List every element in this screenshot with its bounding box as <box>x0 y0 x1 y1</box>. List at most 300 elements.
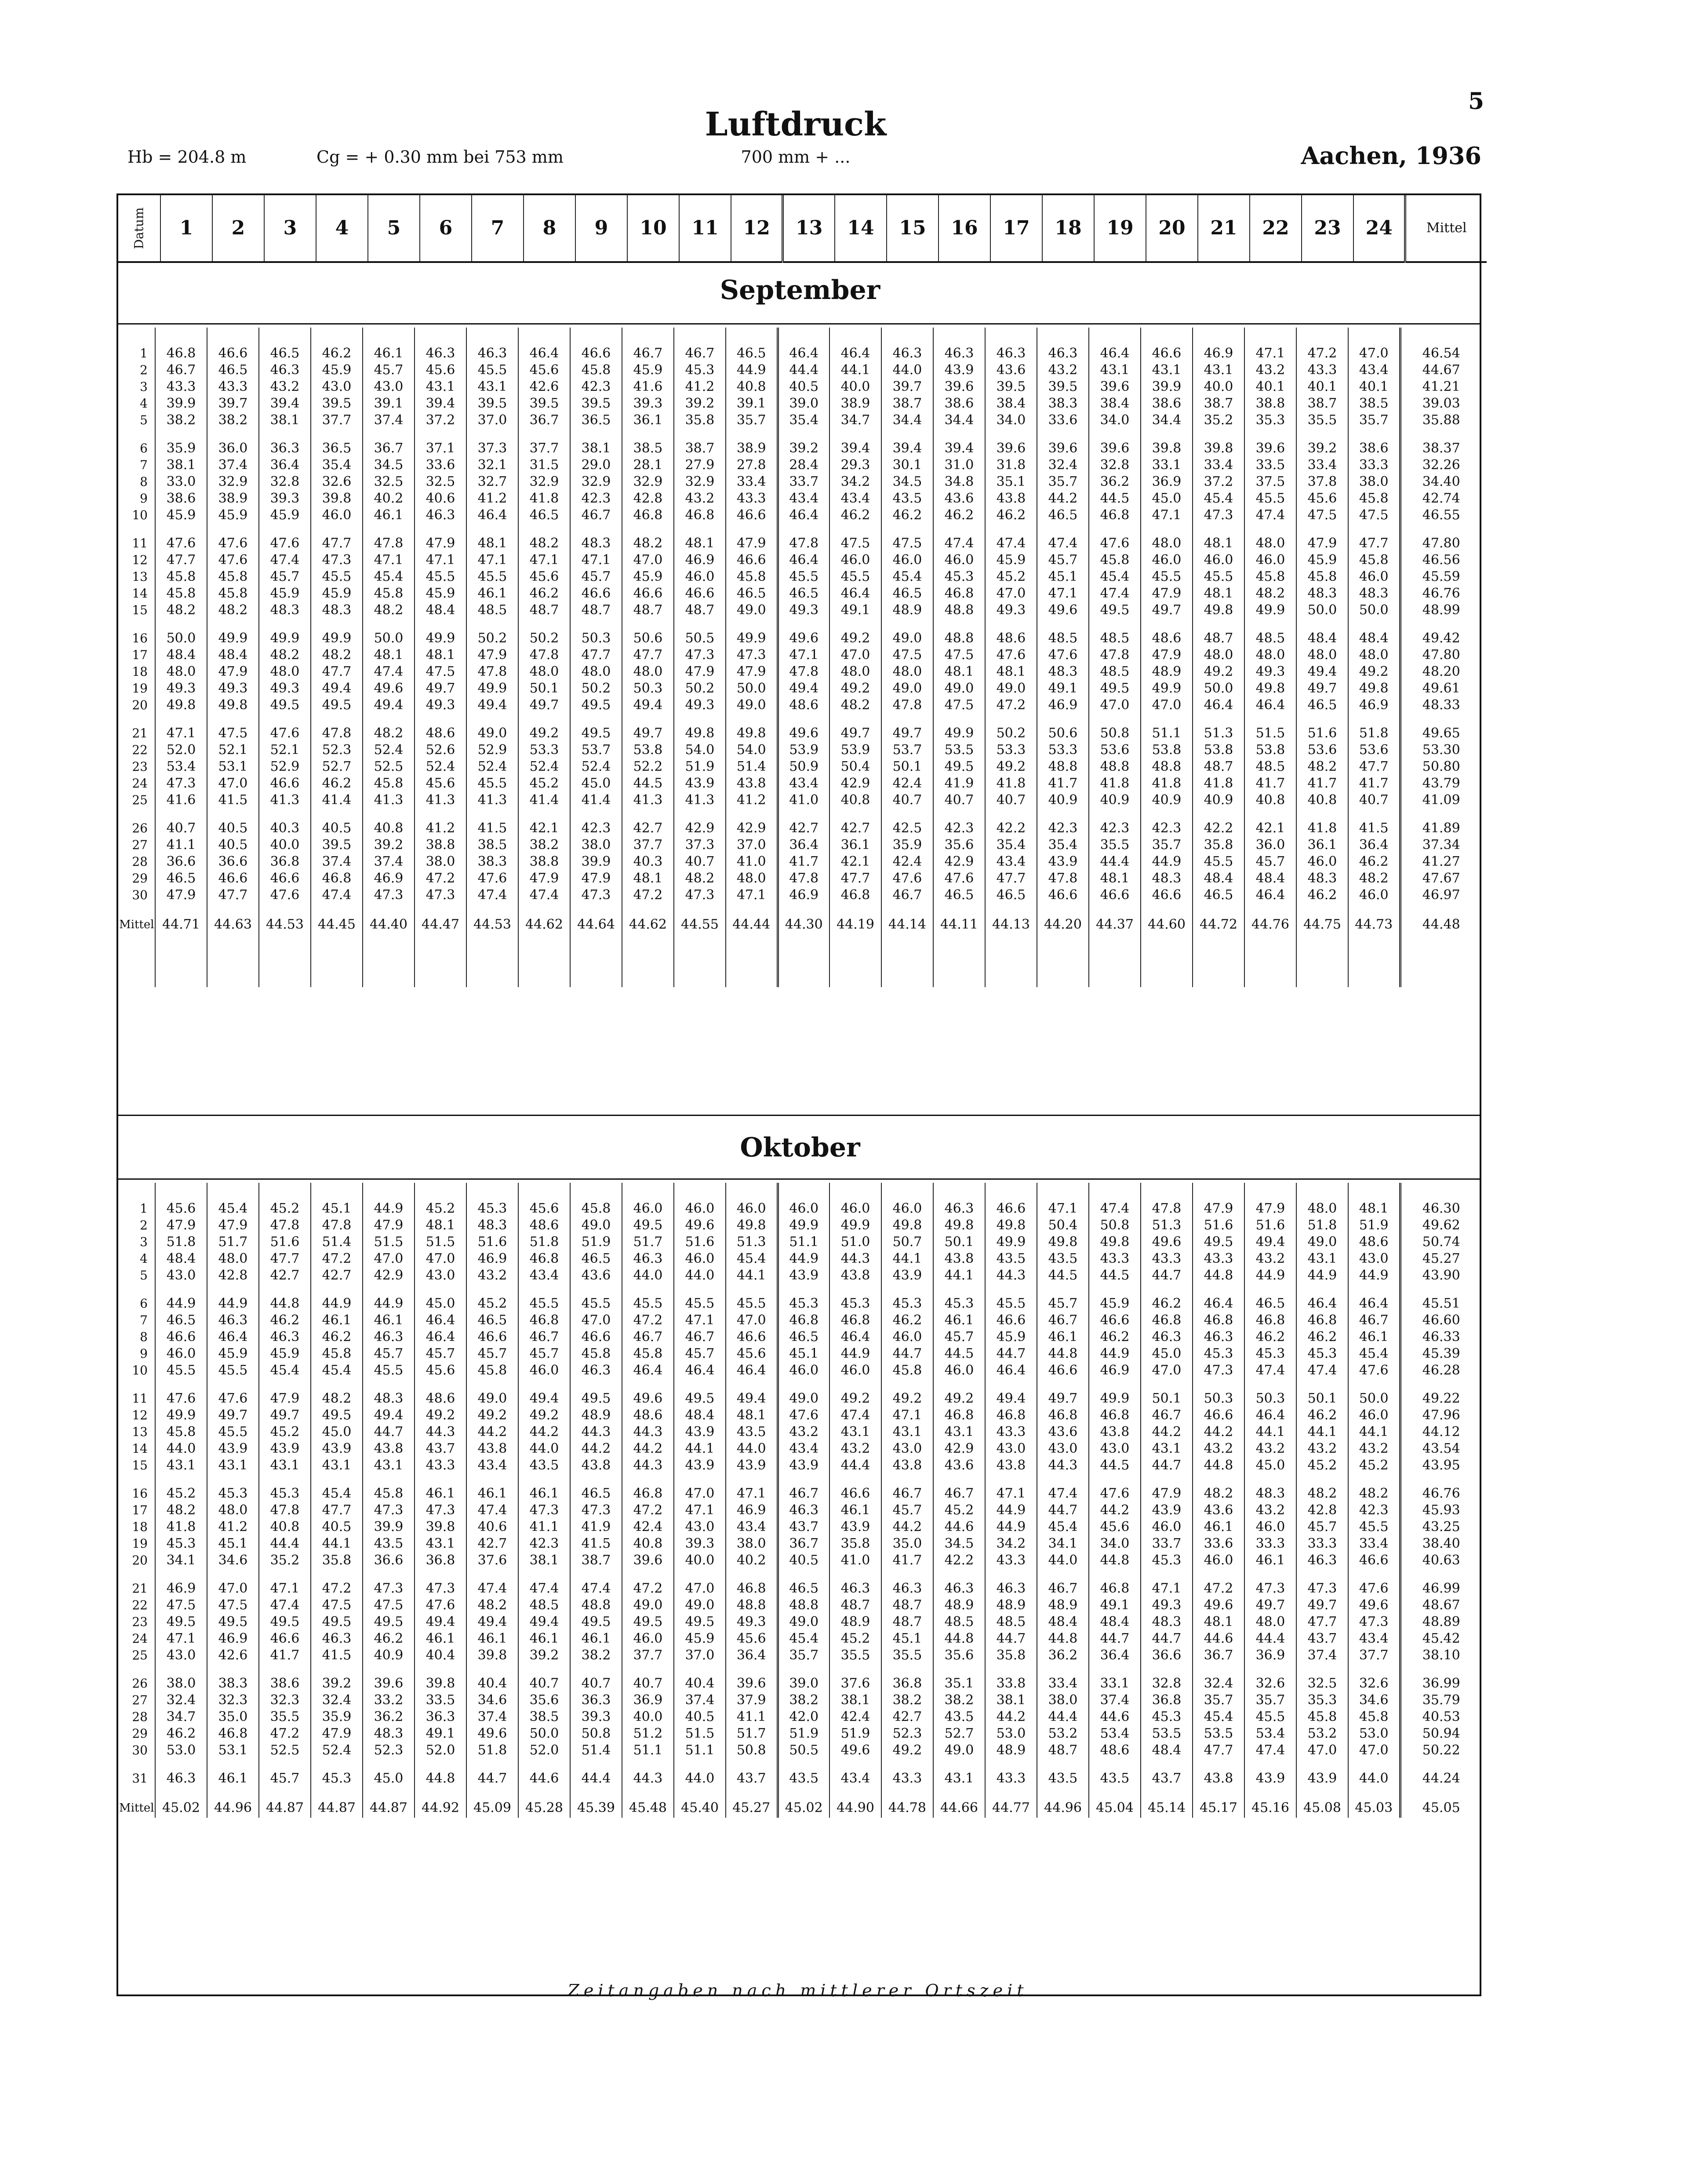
pressure-value: 52.3 <box>311 742 363 758</box>
hourly-mean: 44.44 <box>726 904 778 934</box>
pressure-value: 39.5 <box>311 837 363 853</box>
pressure-value: 42.2 <box>1193 809 1244 837</box>
pressure-value: 39.9 <box>363 1519 415 1535</box>
pressure-value: 36.9 <box>1244 1647 1296 1664</box>
pressure-value: 47.6 <box>1089 524 1141 552</box>
pressure-value: 42.7 <box>311 1267 363 1284</box>
pressure-value: 49.3 <box>778 602 829 619</box>
pressure-value: 36.9 <box>622 1692 674 1709</box>
pressure-value: 37.6 <box>466 1552 518 1569</box>
pressure-value: 53.0 <box>1348 1725 1400 1742</box>
pressure-value: 40.5 <box>311 1519 363 1535</box>
pressure-value: 45.8 <box>1296 1709 1348 1725</box>
pressure-value: 47.5 <box>311 1597 363 1614</box>
pressure-value: 43.1 <box>155 1457 207 1474</box>
pressure-value: 49.9 <box>207 619 259 647</box>
pressure-value: 43.7 <box>778 1519 829 1535</box>
pressure-value: 47.9 <box>674 664 726 680</box>
pressure-value: 41.1 <box>155 837 207 853</box>
pressure-value: 39.0 <box>778 1664 829 1692</box>
pressure-value: 36.0 <box>1244 837 1296 853</box>
pressure-value: 49.6 <box>1037 602 1089 619</box>
pressure-value: 45.6 <box>1089 1519 1141 1535</box>
pressure-value: 46.4 <box>829 328 881 362</box>
table-row <box>118 1725 1481 1742</box>
pressure-value: 45.9 <box>674 1630 726 1647</box>
pressure-value: 46.3 <box>985 1569 1037 1597</box>
pressure-value: 44.0 <box>674 1267 726 1284</box>
pressure-value: 46.2 <box>881 507 933 524</box>
pressure-value: 33.4 <box>1296 457 1348 474</box>
pressure-value: 34.1 <box>155 1552 207 1569</box>
pressure-value: 46.7 <box>1348 1312 1400 1329</box>
pressure-value: 46.5 <box>155 870 207 887</box>
pressure-value: 40.8 <box>259 1519 311 1535</box>
pressure-value: 47.3 <box>415 1502 466 1519</box>
pressure-value: 43.1 <box>1141 362 1193 379</box>
pressure-value: 45.4 <box>1193 1709 1244 1725</box>
pressure-value: 45.9 <box>311 362 363 379</box>
pressure-value: 50.7 <box>881 1234 933 1251</box>
pressure-value: 43.2 <box>674 490 726 507</box>
pressure-value: 47.2 <box>311 1251 363 1267</box>
hourly-mean: 44.96 <box>207 1787 259 1818</box>
pressure-value: 36.4 <box>259 457 311 474</box>
pressure-value: 47.9 <box>466 647 518 664</box>
daily-mean: 46.28 <box>1400 1362 1481 1379</box>
pressure-value: 44.7 <box>1141 1630 1193 1647</box>
pressure-value: 39.8 <box>1141 429 1193 457</box>
day-number: 27 <box>132 1693 148 1707</box>
spacer-cell <box>311 934 363 987</box>
pressure-value: 33.6 <box>415 457 466 474</box>
pressure-value: 44.3 <box>829 1251 881 1267</box>
pressure-value: 32.8 <box>1141 1664 1193 1692</box>
day-number: 24 <box>132 776 148 791</box>
hour-header: 22 <box>1250 195 1302 262</box>
pressure-value: 42.4 <box>829 1709 881 1725</box>
pressure-value: 48.1 <box>985 664 1037 680</box>
pressure-value: 48.0 <box>1348 647 1400 664</box>
daily-mean: 47.80 <box>1400 524 1481 552</box>
pressure-value: 49.3 <box>259 680 311 697</box>
pressure-value: 28.4 <box>778 457 829 474</box>
pressure-value: 44.3 <box>570 1424 622 1440</box>
pressure-value: 33.3 <box>1296 1535 1348 1552</box>
pressure-value: 33.1 <box>1141 457 1193 474</box>
pressure-value: 39.6 <box>363 1664 415 1692</box>
pressure-value: 42.9 <box>933 1440 985 1457</box>
pressure-value: 49.0 <box>778 1614 829 1630</box>
pressure-value: 35.2 <box>1193 412 1244 429</box>
hour-header: 23 <box>1302 195 1353 262</box>
table-row <box>118 664 1481 680</box>
hourly-mean: 44.76 <box>1244 904 1296 934</box>
pressure-value: 50.3 <box>622 680 674 697</box>
pressure-value: 46.0 <box>622 1183 674 1217</box>
hourly-mean: 45.27 <box>726 1787 778 1818</box>
pressure-value: 43.9 <box>674 1424 726 1440</box>
pressure-value: 38.7 <box>570 1552 622 1569</box>
daily-mean: 49.65 <box>1400 714 1481 742</box>
pressure-value: 45.1 <box>207 1535 259 1552</box>
pressure-value: 50.1 <box>933 1234 985 1251</box>
pressure-value: 33.5 <box>1244 457 1296 474</box>
hour-header: 5 <box>368 195 420 262</box>
pressure-value: 49.0 <box>933 680 985 697</box>
pressure-value: 44.7 <box>466 1759 518 1787</box>
pressure-value: 44.4 <box>829 1457 881 1474</box>
pressure-value: 43.8 <box>829 1267 881 1284</box>
pressure-value: 46.3 <box>311 1630 363 1647</box>
pressure-value: 46.7 <box>622 328 674 362</box>
pressure-value: 42.4 <box>622 1519 674 1535</box>
pressure-value: 43.2 <box>1348 1440 1400 1457</box>
pressure-value: 49.8 <box>1348 680 1400 697</box>
table-row <box>118 837 1481 853</box>
pressure-value: 47.5 <box>1348 507 1400 524</box>
pressure-value: 38.3 <box>1037 395 1089 412</box>
pressure-value: 39.9 <box>155 395 207 412</box>
spacer-cell <box>207 934 259 987</box>
pressure-value: 46.8 <box>1037 1407 1089 1424</box>
pressure-value: 40.5 <box>778 379 829 395</box>
pressure-value: 43.4 <box>1348 1630 1400 1647</box>
pressure-value: 38.1 <box>155 457 207 474</box>
pressure-value: 43.2 <box>778 1424 829 1440</box>
pressure-value: 46.0 <box>829 1183 881 1217</box>
pressure-value: 47.4 <box>466 1502 518 1519</box>
pressure-value: 36.4 <box>726 1647 778 1664</box>
pressure-value: 50.4 <box>1037 1217 1089 1234</box>
day-number: 29 <box>132 1726 148 1741</box>
pressure-value: 46.5 <box>778 1329 829 1345</box>
pressure-value: 46.7 <box>1037 1569 1089 1597</box>
pressure-value: 39.6 <box>1089 429 1141 457</box>
pressure-value: 37.4 <box>1296 1647 1348 1664</box>
pressure-value: 44.3 <box>985 1267 1037 1284</box>
pressure-value: 39.8 <box>415 1664 466 1692</box>
pressure-value: 49.3 <box>155 680 207 697</box>
pressure-value: 44.2 <box>1037 490 1089 507</box>
pressure-value: 42.3 <box>1089 809 1141 837</box>
pressure-value: 48.2 <box>311 647 363 664</box>
pressure-value: 43.6 <box>1193 1502 1244 1519</box>
pressure-value: 36.4 <box>1348 837 1400 853</box>
pressure-value: 49.5 <box>674 1614 726 1630</box>
pressure-value: 52.5 <box>259 1742 311 1759</box>
pressure-value: 41.0 <box>778 792 829 809</box>
pressure-value: 48.6 <box>415 714 466 742</box>
pressure-value: 53.3 <box>518 742 570 758</box>
pressure-value: 45.6 <box>726 1345 778 1362</box>
pressure-value: 43.3 <box>726 490 778 507</box>
pressure-value: 43.8 <box>1089 1424 1141 1440</box>
pressure-value: 42.7 <box>259 1267 311 1284</box>
daily-mean: 42.74 <box>1400 490 1481 507</box>
pressure-value: 43.4 <box>518 1267 570 1284</box>
pressure-value: 43.1 <box>933 1759 985 1787</box>
pressure-value: 46.4 <box>829 1329 881 1345</box>
pressure-value: 46.2 <box>155 1725 207 1742</box>
pressure-value: 41.9 <box>570 1519 622 1535</box>
pressure-value: 48.2 <box>674 870 726 887</box>
pressure-value: 49.5 <box>933 758 985 775</box>
pressure-value: 46.1 <box>518 1630 570 1647</box>
monthly-mean: 44.48 <box>1400 904 1481 934</box>
daily-mean: 50.22 <box>1400 1742 1481 1759</box>
pressure-value: 36.8 <box>259 853 311 870</box>
table-row <box>118 1519 1481 1535</box>
pressure-value: 48.4 <box>1037 1614 1089 1630</box>
pressure-value: 44.0 <box>881 362 933 379</box>
pressure-value: 41.4 <box>311 792 363 809</box>
pressure-value: 51.1 <box>778 1234 829 1251</box>
pressure-value: 49.5 <box>311 1407 363 1424</box>
pressure-value: 45.3 <box>1141 1709 1193 1725</box>
pressure-value: 48.1 <box>363 647 415 664</box>
hourly-mean: 44.87 <box>363 1787 415 1818</box>
pressure-value: 45.3 <box>881 1284 933 1312</box>
pressure-value: 53.6 <box>1089 742 1141 758</box>
pressure-value: 49.6 <box>466 1725 518 1742</box>
pressure-value: 45.4 <box>881 569 933 585</box>
pressure-value: 45.1 <box>778 1345 829 1362</box>
pressure-value: 48.0 <box>1244 1614 1296 1630</box>
pressure-value: 47.0 <box>829 647 881 664</box>
pressure-value: 38.1 <box>259 412 311 429</box>
pressure-value: 50.0 <box>363 619 415 647</box>
pressure-value: 46.8 <box>674 507 726 524</box>
pressure-value: 44.9 <box>1244 1267 1296 1284</box>
pressure-value: 37.5 <box>1244 474 1296 490</box>
pressure-value: 44.0 <box>726 1440 778 1457</box>
pressure-value: 47.2 <box>259 1725 311 1742</box>
pressure-value: 50.1 <box>518 680 570 697</box>
pressure-value: 49.2 <box>415 1407 466 1424</box>
pressure-value: 52.1 <box>207 742 259 758</box>
pressure-value: 44.9 <box>726 362 778 379</box>
month-title-oktober: Oktober <box>740 1132 860 1163</box>
daily-mean: 46.54 <box>1400 328 1481 362</box>
pressure-value: 49.2 <box>1193 664 1244 680</box>
pressure-value: 46.0 <box>1244 1519 1296 1535</box>
pressure-value: 46.9 <box>1193 328 1244 362</box>
mittel-label: Mittel <box>119 1801 154 1815</box>
pressure-value: 48.0 <box>1296 647 1348 664</box>
pressure-value: 41.7 <box>259 1647 311 1664</box>
pressure-value: 38.5 <box>466 837 518 853</box>
pressure-value: 46.6 <box>726 507 778 524</box>
pressure-value: 48.4 <box>1348 619 1400 647</box>
pressure-value: 46.9 <box>1348 697 1400 714</box>
pressure-value: 46.5 <box>881 585 933 602</box>
pressure-value: 39.3 <box>622 395 674 412</box>
pressure-value: 47.5 <box>155 1597 207 1614</box>
pressure-value: 47.9 <box>207 664 259 680</box>
pressure-value: 32.9 <box>674 474 726 490</box>
pressure-value: 46.6 <box>466 1329 518 1345</box>
table-row <box>118 490 1481 507</box>
pressure-value: 49.6 <box>1348 1597 1400 1614</box>
hourly-mean: 44.19 <box>829 904 881 934</box>
daily-mean: 46.99 <box>1400 1569 1481 1597</box>
pressure-value: 43.0 <box>674 1519 726 1535</box>
daily-mean: 41.21 <box>1400 379 1481 395</box>
pressure-value: 39.7 <box>881 379 933 395</box>
pressure-value: 44.6 <box>933 1519 985 1535</box>
spacer-cell <box>518 934 570 987</box>
pressure-value: 50.0 <box>518 1725 570 1742</box>
pressure-value: 46.4 <box>829 585 881 602</box>
pressure-value: 46.8 <box>933 1407 985 1424</box>
pressure-value: 51.2 <box>622 1725 674 1742</box>
pressure-value: 47.5 <box>207 714 259 742</box>
pressure-value: 46.8 <box>778 1312 829 1329</box>
pressure-value: 47.3 <box>415 1569 466 1597</box>
pressure-value: 45.8 <box>881 1362 933 1379</box>
pressure-value: 45.9 <box>985 552 1037 569</box>
table-row <box>118 1552 1481 1569</box>
pressure-value: 37.4 <box>1089 1692 1141 1709</box>
pressure-value: 49.7 <box>415 680 466 697</box>
spacer-row <box>118 934 1481 987</box>
table-row <box>118 474 1481 490</box>
pressure-value: 37.4 <box>207 457 259 474</box>
hourly-mean: 44.37 <box>1089 904 1141 934</box>
pressure-value: 47.1 <box>259 1569 311 1597</box>
pressure-value: 48.0 <box>726 870 778 887</box>
pressure-value: 47.6 <box>155 524 207 552</box>
spacer-cell <box>674 934 726 987</box>
daily-mean: 46.33 <box>1400 1329 1481 1345</box>
pressure-value: 45.5 <box>985 1284 1037 1312</box>
pressure-value: 48.9 <box>1037 1597 1089 1614</box>
pressure-value: 45.5 <box>466 569 518 585</box>
pressure-value: 46.6 <box>570 1329 622 1345</box>
pressure-value: 48.5 <box>1244 619 1296 647</box>
pressure-value: 41.1 <box>726 1709 778 1725</box>
pressure-value: 45.5 <box>1348 1519 1400 1535</box>
pressure-value: 50.3 <box>1244 1379 1296 1407</box>
pressure-value: 31.0 <box>933 457 985 474</box>
pressure-value: 47.9 <box>1193 1183 1244 1217</box>
pressure-value: 45.3 <box>933 1284 985 1312</box>
pressure-value: 46.4 <box>1193 697 1244 714</box>
pressure-value: 46.0 <box>829 552 881 569</box>
pressure-value: 44.5 <box>622 775 674 792</box>
pressure-value: 46.3 <box>363 1329 415 1345</box>
pressure-value: 36.8 <box>415 1552 466 1569</box>
pressure-value: 51.7 <box>622 1234 674 1251</box>
pressure-value: 47.3 <box>363 1569 415 1597</box>
pressure-value: 48.6 <box>1141 619 1193 647</box>
pressure-value: 46.4 <box>1193 1284 1244 1312</box>
pressure-value: 41.5 <box>466 809 518 837</box>
hourly-mean: 44.47 <box>415 904 466 934</box>
pressure-value: 49.7 <box>518 697 570 714</box>
pressure-value: 45.5 <box>1244 1709 1296 1725</box>
pressure-value: 46.6 <box>1141 328 1193 362</box>
pressure-value: 49.9 <box>311 619 363 647</box>
pressure-value: 52.3 <box>881 1725 933 1742</box>
pressure-value: 42.2 <box>985 809 1037 837</box>
pressure-value: 43.1 <box>259 1457 311 1474</box>
day-number: 11 <box>132 536 148 551</box>
pressure-value: 44.5 <box>933 1345 985 1362</box>
pressure-value: 36.6 <box>363 1552 415 1569</box>
pressure-value: 51.3 <box>1141 1217 1193 1234</box>
pressure-value: 37.7 <box>1348 1647 1400 1664</box>
pressure-value: 49.3 <box>726 1614 778 1630</box>
pressure-value: 49.3 <box>1141 1597 1193 1614</box>
pressure-value: 43.0 <box>1348 1251 1400 1267</box>
pressure-value: 53.2 <box>1296 1725 1348 1742</box>
pressure-value: 51.8 <box>1348 714 1400 742</box>
pressure-value: 47.1 <box>778 647 829 664</box>
spacer-cell <box>1400 934 1481 987</box>
pressure-value: 46.8 <box>311 870 363 887</box>
pressure-value: 46.8 <box>1141 1312 1193 1329</box>
pressure-value: 38.1 <box>570 429 622 457</box>
pressure-value: 44.0 <box>1348 1759 1400 1787</box>
pressure-value: 48.4 <box>415 602 466 619</box>
pressure-value: 48.5 <box>1037 619 1089 647</box>
pressure-value: 34.5 <box>363 457 415 474</box>
pressure-value: 36.7 <box>1193 1647 1244 1664</box>
pressure-value: 41.3 <box>674 792 726 809</box>
column-header <box>118 195 1487 263</box>
pressure-value: 46.4 <box>1244 697 1296 714</box>
table-row <box>118 1379 1481 1407</box>
pressure-value: 47.6 <box>985 647 1037 664</box>
pressure-value: 45.6 <box>415 775 466 792</box>
pressure-value: 46.3 <box>622 1251 674 1267</box>
pressure-value: 32.9 <box>207 474 259 490</box>
pressure-value: 47.9 <box>259 1379 311 1407</box>
pressure-value: 36.3 <box>570 1692 622 1709</box>
pressure-value: 40.5 <box>311 809 363 837</box>
pressure-value: 49.0 <box>570 1217 622 1234</box>
pressure-value: 44.9 <box>1089 1345 1141 1362</box>
pressure-value: 45.7 <box>518 1345 570 1362</box>
pressure-value: 47.4 <box>1244 1362 1296 1379</box>
pressure-value: 43.8 <box>466 1440 518 1457</box>
pressure-value: 43.2 <box>1296 1440 1348 1457</box>
pressure-value: 47.4 <box>570 1569 622 1597</box>
pressure-value: 47.8 <box>518 647 570 664</box>
pressure-value: 43.3 <box>155 379 207 395</box>
pressure-value: 45.6 <box>518 1183 570 1217</box>
pressure-value: 38.2 <box>881 1692 933 1709</box>
pressure-value: 53.1 <box>207 758 259 775</box>
daily-mean: 35.88 <box>1400 412 1481 429</box>
pressure-value: 52.3 <box>363 1742 415 1759</box>
footer-note: Zeitangaben nach mittlerer Ortszeit <box>567 1981 1028 2000</box>
pressure-value: 46.7 <box>674 1329 726 1345</box>
pressure-value: 46.1 <box>1348 1329 1400 1345</box>
pressure-value: 47.3 <box>1193 1362 1244 1379</box>
pressure-value: 46.1 <box>570 1630 622 1647</box>
pressure-value: 45.2 <box>829 1630 881 1647</box>
pressure-value: 47.5 <box>881 524 933 552</box>
pressure-value: 49.1 <box>1089 1597 1141 1614</box>
pressure-value: 45.5 <box>155 1362 207 1379</box>
pressure-value: 49.4 <box>311 680 363 697</box>
day-number: 16 <box>132 631 148 645</box>
pressure-value: 38.1 <box>518 1552 570 1569</box>
pressure-value: 37.7 <box>622 837 674 853</box>
